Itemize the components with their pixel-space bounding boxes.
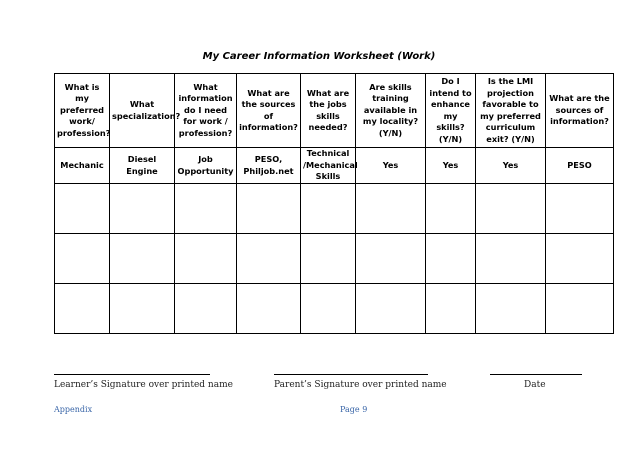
header-preferred-work: What is my preferred work/ profession?	[55, 74, 110, 148]
header-job-skills: What are the jobs skills needed?	[301, 74, 356, 148]
date-label: Date	[524, 380, 546, 390]
table-cell[interactable]	[546, 284, 614, 334]
table-cell[interactable]	[55, 284, 110, 334]
table-cell[interactable]	[175, 234, 237, 284]
table-cell: Yes	[476, 148, 546, 184]
table-cell[interactable]	[110, 284, 175, 334]
table-cell[interactable]	[426, 234, 476, 284]
header-information-needed: What information do I need for work / profession?	[175, 74, 237, 148]
table-cell[interactable]	[356, 284, 426, 334]
table-row	[55, 234, 614, 284]
table-cell: Diesel Engine	[110, 148, 175, 184]
worksheet-title: My Career Information Worksheet (Work)	[202, 51, 436, 62]
parent-signature-line[interactable]	[274, 374, 428, 375]
header-lmi-projection: Is the LMI projection favorable to my preferred curriculum exit? (Y/N)	[476, 74, 546, 148]
table-cell[interactable]	[237, 284, 301, 334]
table-cell[interactable]	[356, 234, 426, 284]
learner-signature-line[interactable]	[54, 374, 210, 375]
table-cell: Job Opportunity	[175, 148, 237, 184]
table-cell[interactable]	[175, 184, 237, 234]
table-cell: PESO, Philjob.net	[237, 148, 301, 184]
table-cell[interactable]	[546, 184, 614, 234]
table-cell[interactable]	[301, 184, 356, 234]
learner-signature-label: Learner’s Signature over printed name	[54, 380, 233, 390]
parent-signature-label: Parent’s Signature over printed name	[274, 380, 447, 390]
table-cell: Technical /Mechanical Skills	[301, 148, 356, 184]
table-row	[55, 184, 614, 234]
table-cell[interactable]	[301, 284, 356, 334]
header-sources-2: What are the sources of information?	[546, 74, 614, 148]
table-cell[interactable]	[55, 234, 110, 284]
table-cell[interactable]	[356, 184, 426, 234]
table-cell[interactable]	[237, 184, 301, 234]
table-cell[interactable]	[301, 234, 356, 284]
table-cell[interactable]	[476, 234, 546, 284]
table-row	[55, 148, 614, 184]
footer-appendix: Appendix	[54, 405, 93, 414]
footer-page-number: Page 9	[340, 405, 368, 414]
table-cell[interactable]	[175, 284, 237, 334]
table-cell: PESO	[546, 148, 614, 184]
date-line[interactable]	[490, 374, 582, 375]
career-worksheet-table	[54, 73, 614, 334]
header-skills-training: Are skills training available in my locality? (Y/N)	[356, 74, 426, 148]
table-row	[55, 284, 614, 334]
header-sources: What are the sources of information?	[237, 74, 301, 148]
table-cell[interactable]	[426, 284, 476, 334]
header-enhance-skills: Do I intend to enhance my skills? (Y/N)	[426, 74, 476, 148]
table-cell[interactable]	[476, 284, 546, 334]
table-cell: Yes	[426, 148, 476, 184]
table-cell[interactable]	[110, 184, 175, 234]
header-specialization: What specialization?	[110, 74, 175, 148]
table-cell: Mechanic	[55, 148, 110, 184]
table-cell[interactable]	[55, 184, 110, 234]
table-cell[interactable]	[426, 184, 476, 234]
table-cell[interactable]	[476, 184, 546, 234]
table-header-row	[55, 74, 614, 148]
table-cell[interactable]	[546, 234, 614, 284]
table-cell: Yes	[356, 148, 426, 184]
table-cell[interactable]	[237, 234, 301, 284]
table-cell[interactable]	[110, 234, 175, 284]
